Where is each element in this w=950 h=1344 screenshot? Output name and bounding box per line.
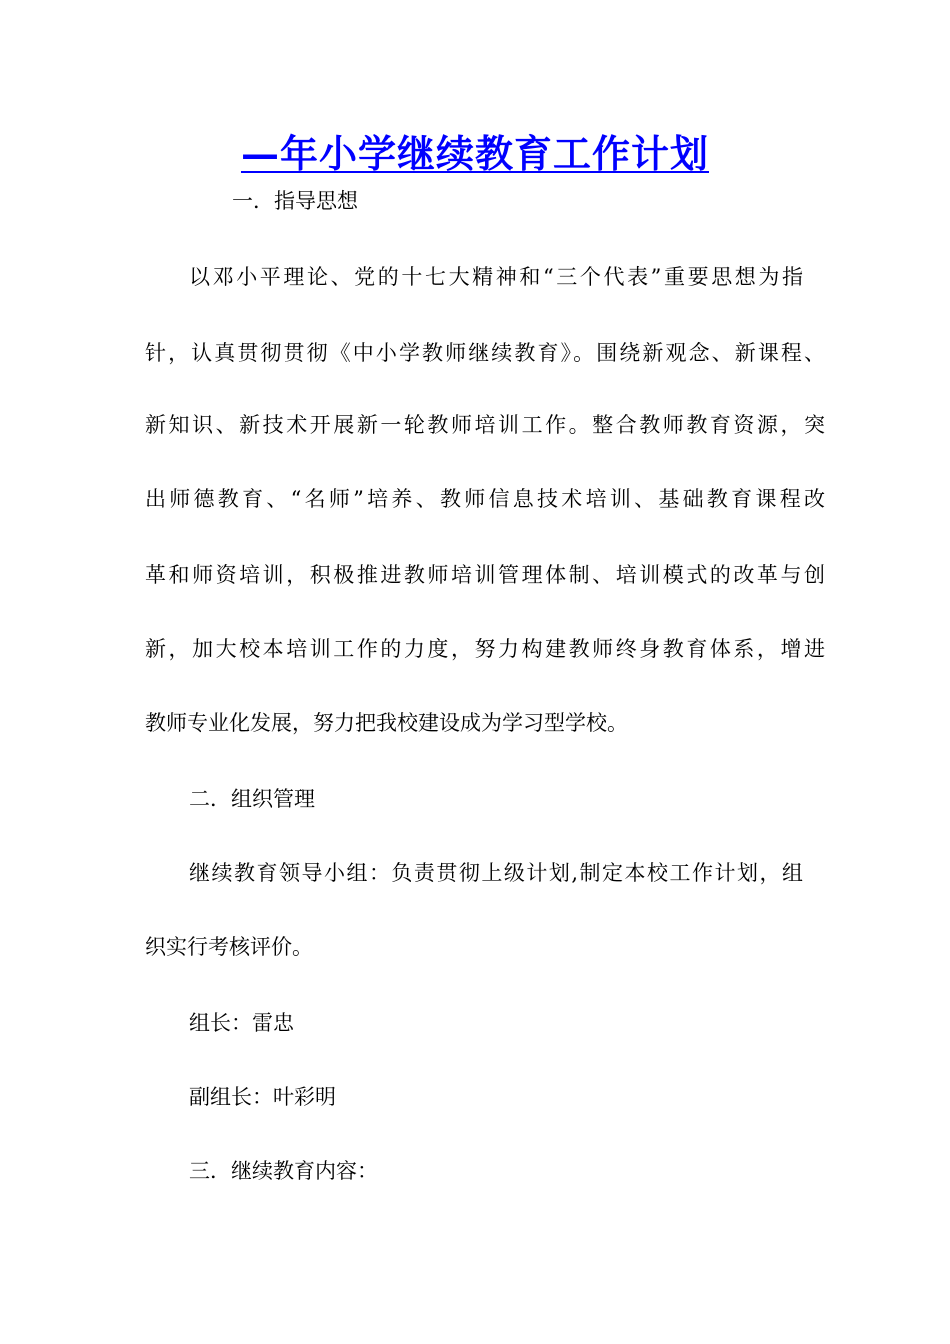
section-heading-organization: 二．组织管理 <box>189 787 315 811</box>
section-heading-guiding-ideology: 一．指导思想 <box>232 189 358 213</box>
paragraph-line: 织实行考核评价。 <box>145 935 313 959</box>
paragraph-line: 革和师资培训，积极推进教师培训管理体制、培训模式的改革与创 <box>145 563 825 587</box>
paragraph-line: 继续教育领导小组：负责贯彻上级计划,制定本校工作计划，组 <box>189 861 803 885</box>
group-leader: 组长：雷忠 <box>189 1011 294 1035</box>
section-heading-content: 三．继续教育内容： <box>189 1159 378 1183</box>
paragraph-line: 新知识、新技术开展新一轮教师培训工作。整合教师教育资源，突 <box>145 413 825 437</box>
paragraph-line: 出师德教育、“名师”培养、教师信息技术培训、基础教育课程改 <box>145 487 825 511</box>
paragraph-line: 教师专业化发展，努力把我校建设成为学习型学校。 <box>145 711 628 735</box>
paragraph-line: 以邓小平理论、党的十七大精神和“三个代表”重要思想为指 <box>189 265 803 289</box>
paragraph-line: 针，认真贯彻贯彻《中小学教师继续教育》。围绕新观念、新课程、 <box>145 341 825 365</box>
deputy-group-leader: 副组长：叶彩明 <box>189 1085 336 1109</box>
paragraph-line: 新，加大校本培训工作的力度，努力构建教师终身教育体系，增进 <box>145 637 825 661</box>
document-title[interactable]: —年小学继续教育工作计划 <box>240 131 709 176</box>
